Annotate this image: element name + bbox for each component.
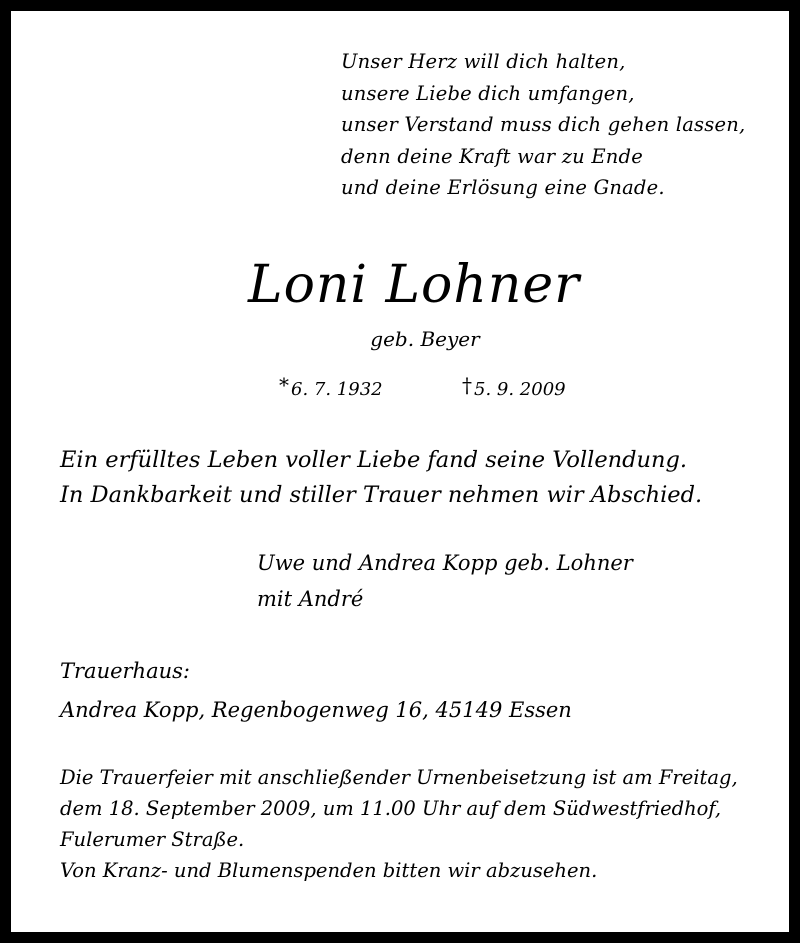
deceased-name: Loni Lohner xyxy=(248,255,580,315)
poem-line: Unser Herz will dich halten, xyxy=(341,50,626,73)
tribute xyxy=(60,443,702,513)
family-line: mit André xyxy=(257,587,364,611)
cross-icon: † xyxy=(462,373,472,397)
house-of-mourning xyxy=(60,652,572,730)
family-signature xyxy=(257,545,633,617)
birth-date xyxy=(279,373,383,400)
house-address: Andrea Kopp, Regenbogenweg 16, 45149 Essen xyxy=(60,698,572,722)
poem-line: und deine Erlösung eine Gnade. xyxy=(341,176,665,199)
birth-date-text: 6. 7. 1932 xyxy=(291,379,383,400)
service-info xyxy=(60,762,738,886)
poem-line: unser Verstand muss dich gehen lassen, xyxy=(341,113,746,136)
maiden-name: geb. Beyer xyxy=(370,327,480,351)
family-line: Uwe und Andrea Kopp geb. Lohner xyxy=(257,551,633,575)
tribute-line: Ein erfülltes Leben voller Liebe fand seine Vollendung. xyxy=(60,447,688,473)
service-line: Von Kranz- und Blumenspenden bitten wir abzusehen. xyxy=(60,859,598,882)
poem xyxy=(341,46,745,204)
poem-line: unsere Liebe dich umfangen, xyxy=(341,81,635,105)
house-label: Trauerhaus: xyxy=(60,659,190,683)
death-date-text: 5. 9. 2009 xyxy=(474,379,566,400)
death-date xyxy=(462,373,566,400)
service-line: Fulerumer Straße. xyxy=(60,828,245,851)
service-line: dem 18. September 2009, um 11.00 Uhr auf dem Südwestfriedhof, xyxy=(60,797,722,820)
tribute-line: In Dankbarkeit und stiller Trauer nehmen wir Abschied. xyxy=(60,482,703,508)
poem-line: denn deine Kraft war zu Ende xyxy=(341,144,643,168)
star-icon: * xyxy=(279,373,289,397)
service-line: Die Trauerfeier mit anschließender Urnenbeisetzung ist am Freitag, xyxy=(60,766,738,789)
